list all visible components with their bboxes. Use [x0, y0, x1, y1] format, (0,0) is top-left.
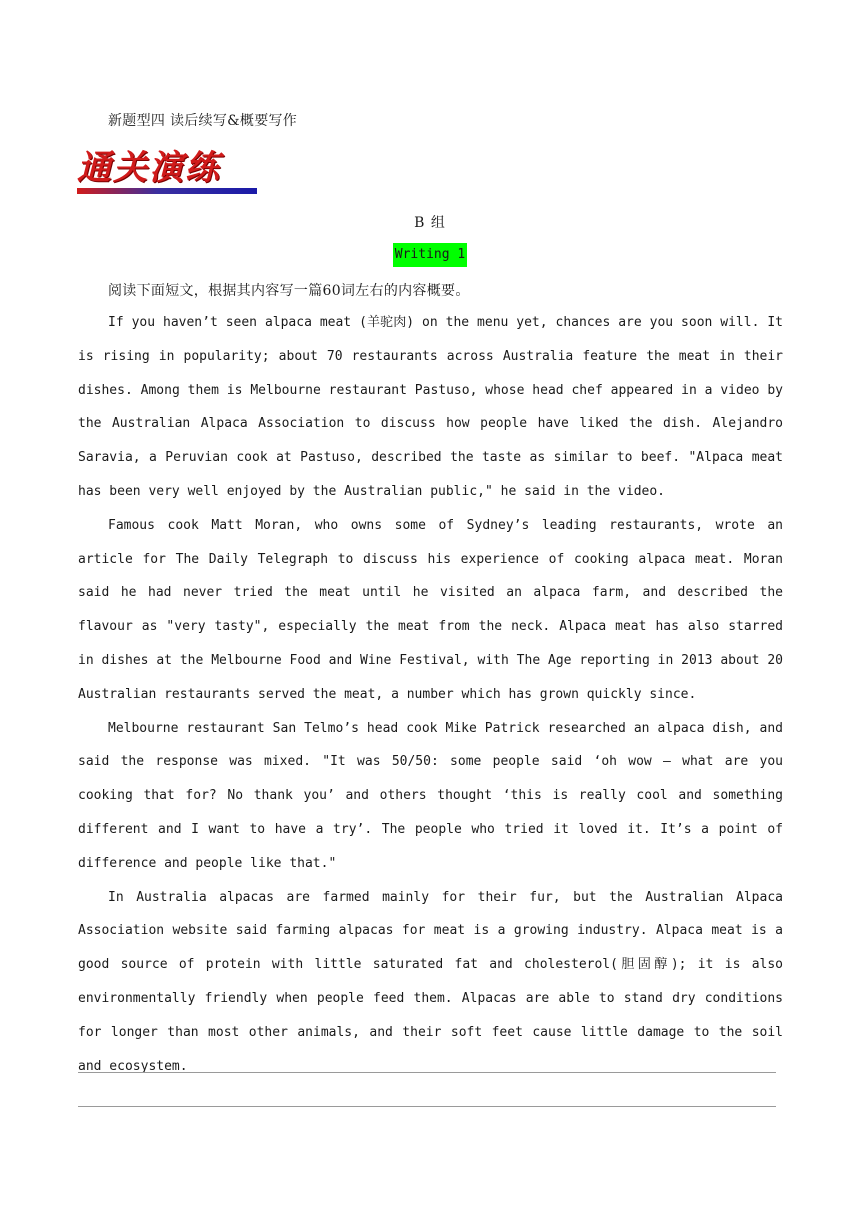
passage-paragraph-4: In Australia alpacas are farmed mainly for their fur, but the Australian Alpaca Association website said farming alpacas for meat is a growing industry. Alpaca meat is a good source of protein with little saturated fat and cholesterol(胆固醇); it is also environmentally friendly when people feed them. Alpacas are able to stand dry conditions for longer than most other animals, and their soft feet cause little damage to the soil and ecosystem.: [78, 889, 783, 1074]
answer-line-1[interactable]: [78, 1072, 776, 1073]
passage-paragraph-3: Melbourne restaurant San Telmo’s head cook Mike Patrick researched an alpaca dish, and said the response was mixed. "It was 50/50: some people said ‘oh wow — what are you cooking that for? No thank you’ and others thought ‘this is really cool and something different and I want to have a try’. The people who tried it loved it. It’s a point of difference and people like that.": [78, 720, 783, 871]
writing-label-wrap: [0, 243, 860, 267]
writing-label: Writing 1: [393, 243, 467, 267]
answer-line-2[interactable]: [78, 1106, 776, 1107]
section-heading: 新题型四 读后续写&概要写作: [108, 113, 298, 129]
passage-paragraph-2: Famous cook Matt Moran, who owns some of Sydney’s leading restaurants, wrote an article for The Daily Telegraph to discuss his experience of cooking alpaca meat. Moran said he had never tried the meat until he visited an alpaca farm, and described the flavour as "very tasty", especially the meat from the neck. Alpaca meat has also starred in dishes at the Melbourne Food and Wine Festival, with The Age reporting in 2013 about 20 Australian restaurants served the meat, a number which has grown quickly since.: [78, 517, 783, 702]
banner-logo: [77, 148, 257, 196]
passage-paragraph-1: If you haven’t seen alpaca meat (羊驼肉) on the menu yet, chances are you soon will. It is rising in popularity; about 70 restaurants across Australia feature the meat in their dishes. Among them is Melbourne restaurant Pastuso, whose head chef appeared in a video by the Australian Alpaca Association to discuss how people have liked the dish. Alejandro Saravia, a Peruvian cook at Pastuso, described the taste as similar to beef. "Alpaca meat has been very well enjoyed by the Australian public," he said in the video.: [78, 315, 783, 499]
banner-title: 通关演练: [77, 148, 221, 188]
group-label: B 组: [414, 215, 446, 231]
passage: [78, 306, 783, 1083]
banner-underline: [77, 188, 257, 194]
instruction-text: 阅读下面短文，根据其内容写一篇60词左右的内容概要。: [108, 283, 470, 299]
